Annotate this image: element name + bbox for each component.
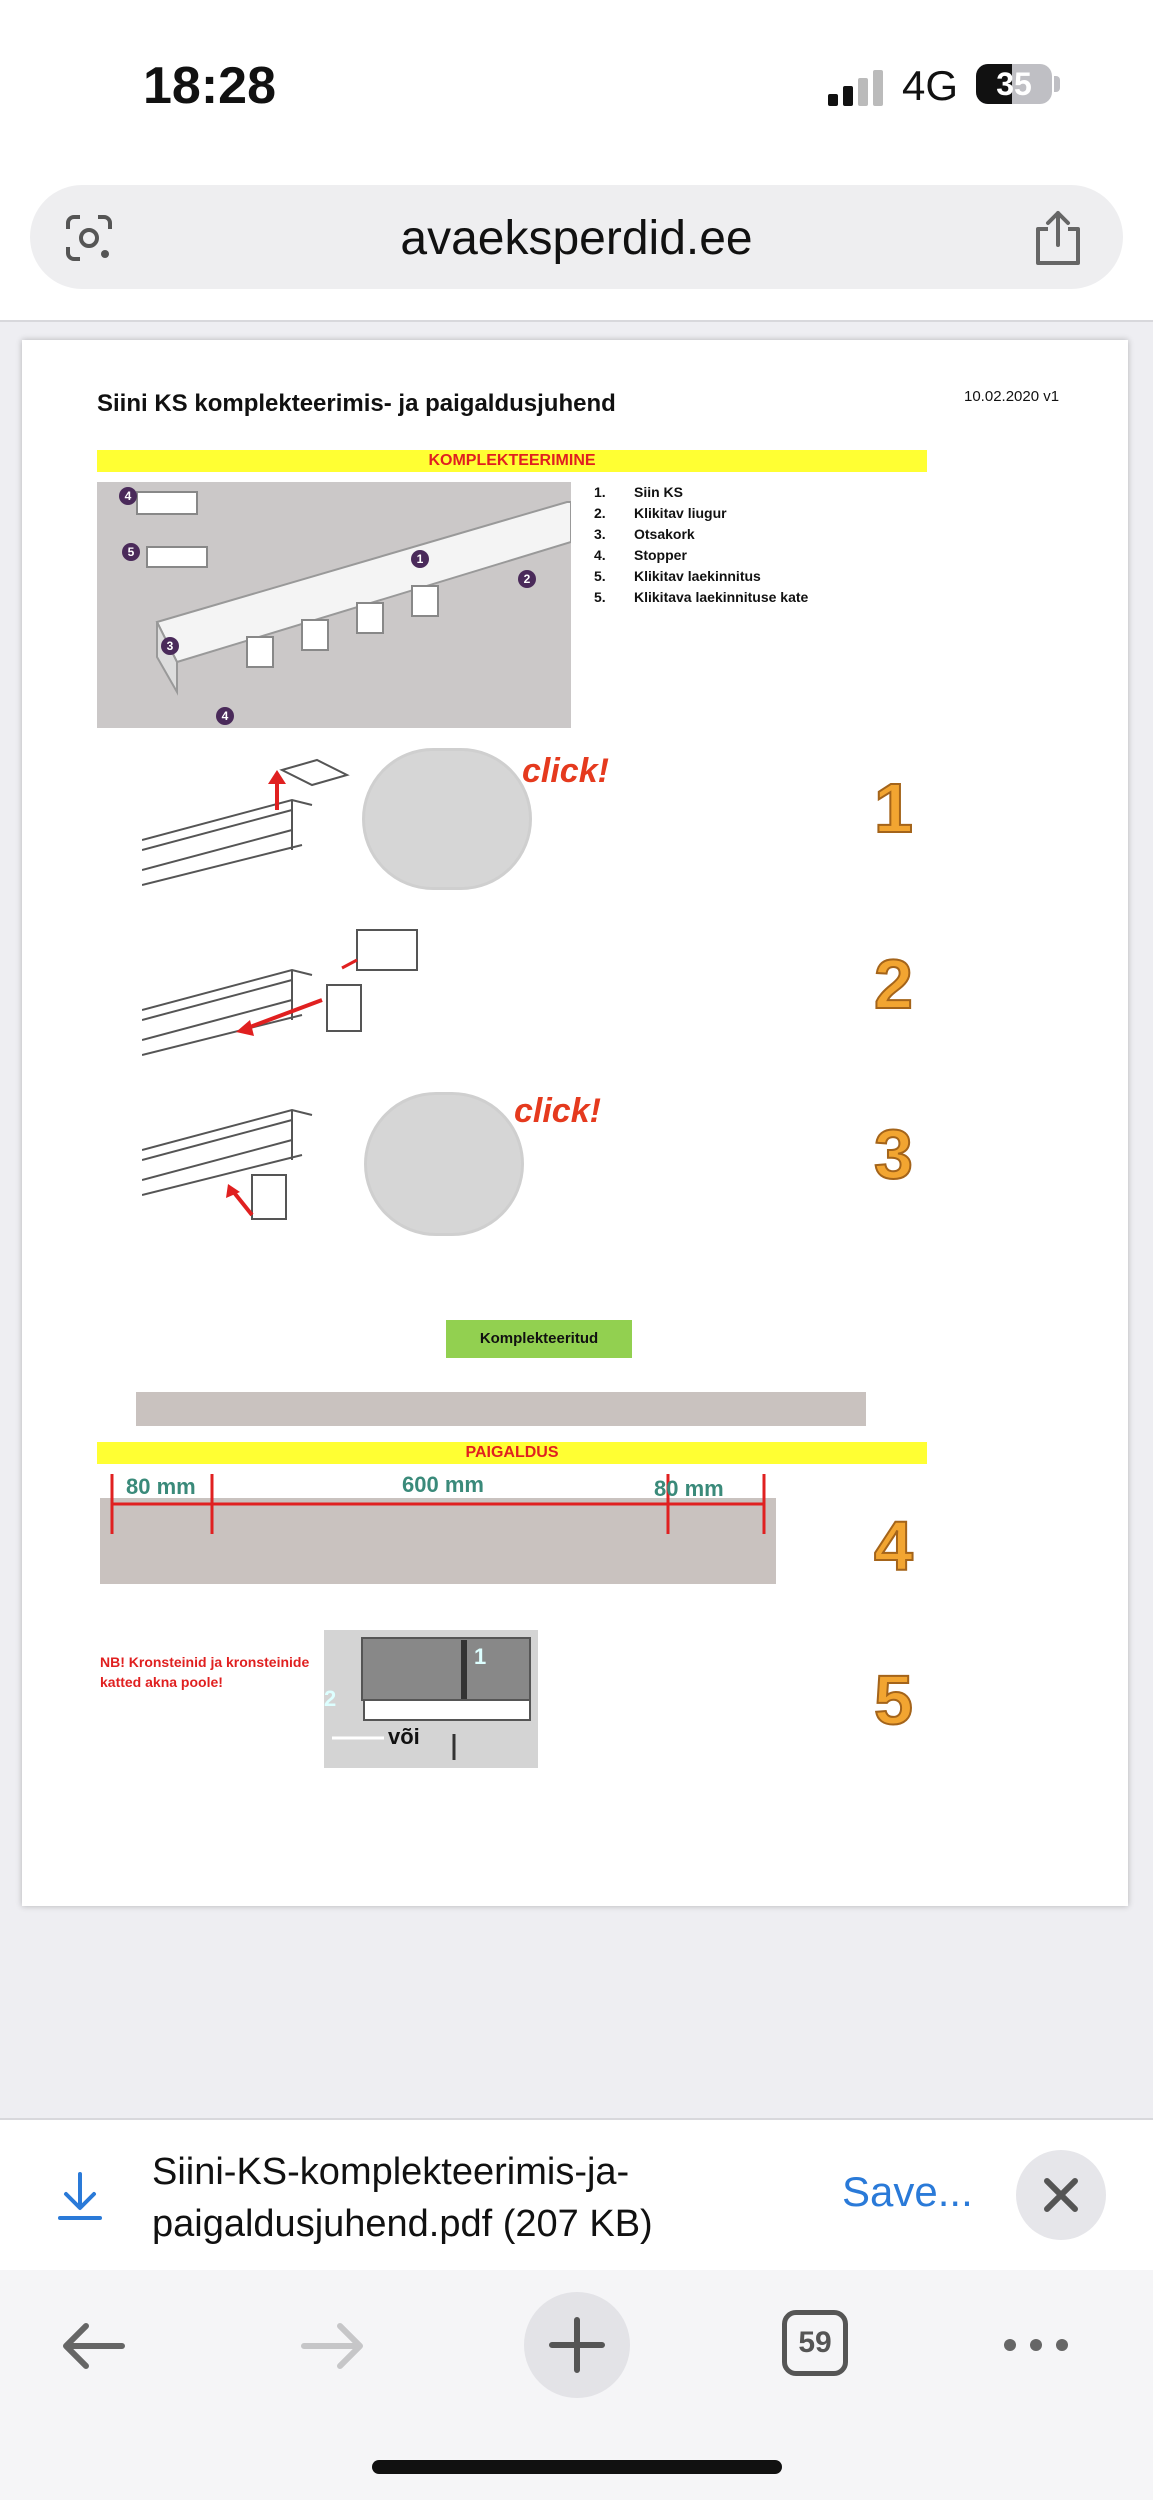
section-install-heading: PAIGALDUS: [97, 1442, 927, 1464]
dimension-left: 80 mm: [126, 1474, 196, 1499]
mount-detail-photo: [324, 1630, 538, 1768]
save-button[interactable]: Save...: [842, 2168, 973, 2215]
product-photo: [97, 482, 571, 728]
battery-level: 35: [996, 66, 1032, 102]
pdf-page[interactable]: [22, 340, 1128, 1906]
download-bar: [0, 2118, 1153, 2270]
status-time: 18:28: [143, 57, 276, 115]
network-type: 4G: [902, 62, 959, 109]
plus-icon: [524, 2292, 630, 2398]
legend-item: 1. Siin KS: [594, 484, 684, 500]
step-number-4: 4: [874, 1507, 913, 1585]
dimension-right: 80 mm: [654, 1476, 724, 1501]
tab-switcher-button[interactable]: 59: [782, 2310, 848, 2376]
close-icon: [1016, 2150, 1106, 2240]
step-number-1: 1: [874, 769, 913, 847]
installation-note: NB! Kronsteinid ja kronsteinide katted akna poole!: [100, 1654, 310, 1690]
photo-marker-4a: 4: [124, 489, 132, 503]
back-arrow-icon[interactable]: [58, 2318, 128, 2374]
assembled-rail-photo: [136, 1392, 866, 1426]
rail-illustration: [97, 482, 571, 728]
section-assembly-heading: KOMPLEKTEERIMINE: [97, 450, 927, 472]
legend-item: 2. Klikitav liugur: [594, 505, 727, 521]
share-icon[interactable]: [1030, 209, 1086, 267]
step-number-3: 3: [874, 1115, 913, 1193]
photo-marker-3: 3: [166, 639, 174, 653]
close-download-button[interactable]: [1016, 2150, 1106, 2240]
step-3-detail: [364, 1092, 524, 1236]
legend-item: 5. Klikitav laekinnitus: [594, 568, 761, 584]
mount-label-1: 1: [474, 1644, 487, 1669]
mount-label-2: 2: [324, 1686, 337, 1711]
battery-icon: [976, 64, 1052, 104]
legend-item: 3. Otsakork: [594, 526, 695, 542]
cellular-signal-icon: [826, 70, 886, 106]
step-1-detail: [362, 748, 532, 890]
status-bar: [0, 0, 1153, 170]
document-title: Siini KS komplekteerimis- ja paigaldusjuhend: [97, 390, 616, 417]
step-2-illustration: [142, 920, 502, 1080]
assembled-label: Komplekteeritud: [446, 1320, 632, 1358]
url-text[interactable]: avaeksperdid.ee: [400, 212, 753, 265]
browser-top-bar: [0, 170, 1153, 322]
parts-legend: [594, 482, 808, 608]
dimension-middle: 600 mm: [402, 1472, 484, 1497]
step-number-5: 5: [874, 1661, 913, 1739]
click-label-3: click!: [514, 1092, 601, 1130]
download-icon[interactable]: [56, 2170, 104, 2222]
click-label-1: click!: [522, 752, 609, 790]
download-filename: Siini-KS-komplekteerimis-ja-paigaldusjuhend.pdf (207 KB): [152, 2151, 653, 2245]
mount-illustration: [324, 1630, 538, 1768]
step-3-illustration: [142, 1090, 342, 1230]
mount-label-or: või: [388, 1724, 420, 1749]
photo-marker-5: 5: [127, 545, 135, 559]
photo-marker-1: 1: [416, 552, 424, 566]
battery-tip: [1054, 76, 1060, 92]
address-bar[interactable]: [30, 185, 1123, 289]
document-date: 10.02.2020 v1: [964, 388, 1060, 405]
photo-marker-2: 2: [523, 572, 531, 586]
photo-marker-4b: 4: [221, 709, 229, 723]
more-menu-icon[interactable]: [1000, 2320, 1072, 2370]
legend-item: 4. Stopper: [594, 547, 687, 563]
step-number-2: 2: [874, 945, 913, 1023]
legend-item: 5. Klikitava laekinnituse kate: [594, 589, 809, 605]
forward-arrow-icon[interactable]: [298, 2318, 368, 2374]
home-indicator[interactable]: [372, 2460, 782, 2474]
new-tab-button[interactable]: [524, 2292, 630, 2398]
